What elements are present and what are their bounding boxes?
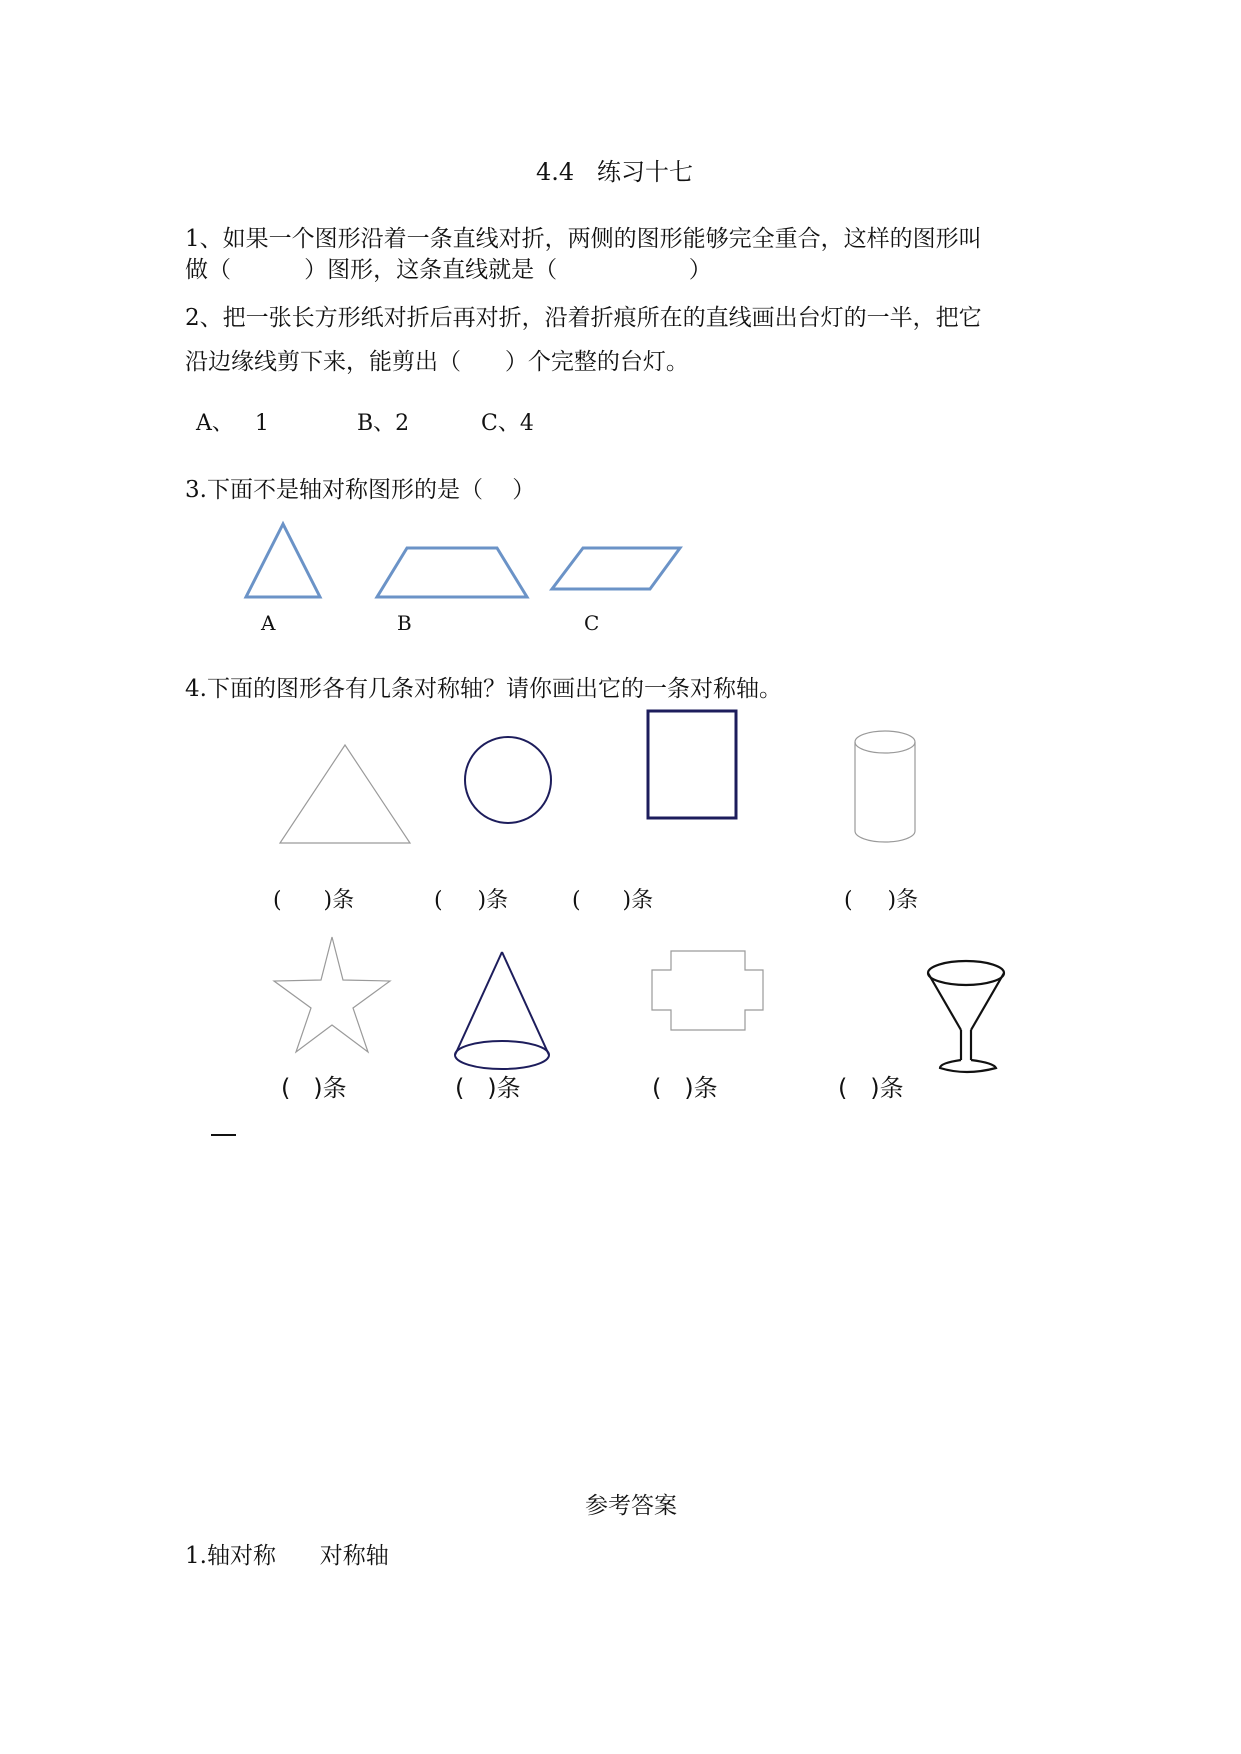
answers-heading: 参考答案: [585, 1493, 677, 1519]
question-1-line-2: 做（ ）图形，这条直线就是（ ）: [185, 257, 712, 283]
label-b: B: [397, 611, 412, 635]
count-circle: ( )条: [434, 888, 509, 913]
label-a: A: [261, 611, 276, 635]
parallelogram-c: [552, 548, 680, 589]
count-cone: ( )条: [455, 1074, 521, 1102]
option-a: A、 1: [196, 411, 269, 436]
rectangle-shape: [648, 711, 736, 818]
equilateral-triangle: [280, 745, 410, 843]
label-c: C: [584, 611, 600, 635]
circle-shape: [465, 737, 551, 823]
count-cross: ( )条: [652, 1074, 718, 1102]
star-shape: [274, 937, 390, 1052]
question-2-line-1: 2、把一张长方形纸对折后再对折，沿着折痕所在的直线画出台灯的一半，把它: [185, 305, 982, 331]
count-goblet: ( )条: [838, 1074, 904, 1102]
page-title: 4.4 练习十七: [536, 158, 694, 186]
count-rectangle: ( )条: [572, 888, 654, 913]
option-b: B、2: [357, 411, 410, 436]
cone-shape: [455, 952, 549, 1069]
count-star: ( )条: [281, 1074, 347, 1102]
cylinder-shape: [855, 731, 915, 842]
option-c: C、4: [481, 411, 534, 436]
answer-1: 1.轴对称 对称轴: [185, 1543, 389, 1569]
question-2-line-2: 沿边缘线剪下来，能剪出（ ）个完整的台灯。: [185, 349, 689, 375]
trapezoid-b: [377, 548, 527, 597]
question-4-prompt: 4.下面的图形各有几条对称轴？请你画出它的一条对称轴。: [185, 676, 782, 702]
triangle-a: [246, 524, 320, 597]
goblet-shape: [928, 961, 1004, 1072]
question-1-line-1: 1、如果一个图形沿着一条直线对折，两侧的图形能够完全重合，这样的图形叫: [185, 226, 982, 252]
count-triangle: ( )条: [273, 888, 355, 913]
count-cylinder: ( )条: [844, 888, 919, 913]
cross-shape: [652, 951, 763, 1030]
question-3-prompt: 3.下面不是轴对称图形的是（ ）: [185, 477, 536, 503]
